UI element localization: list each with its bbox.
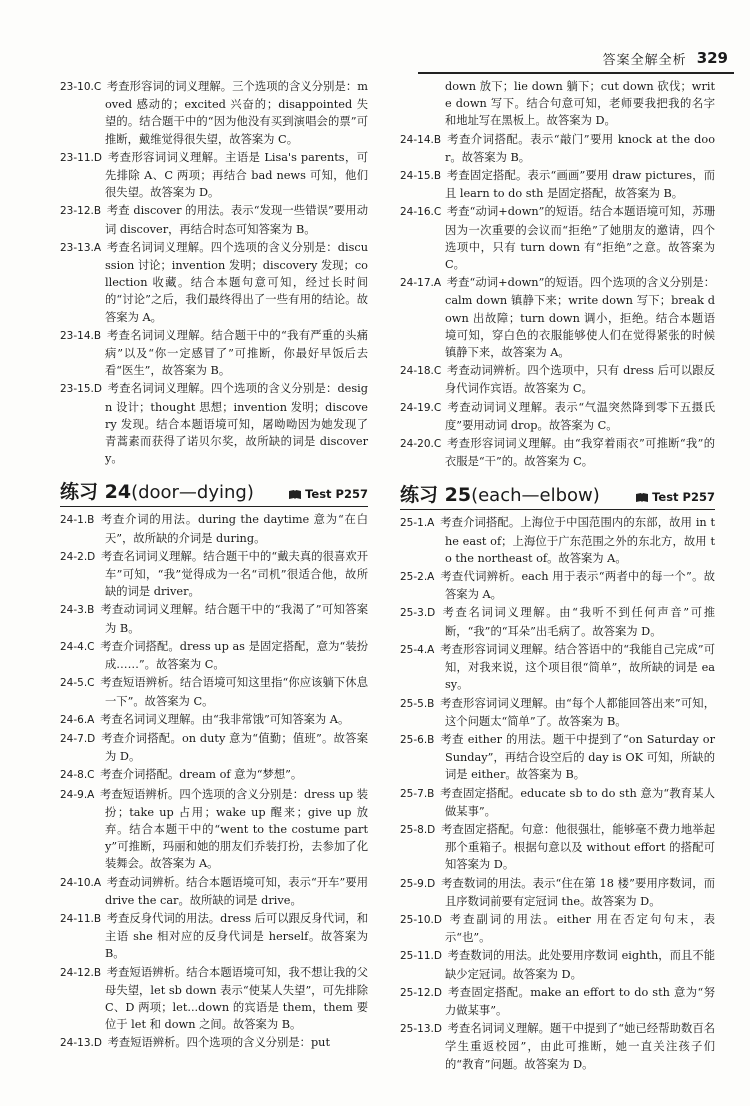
question-number: 25-1.A: [400, 517, 435, 530]
explanation-text: 考查数词的用法。表示“住在第 18 楼”要用序数词，而且序数词前要有定冠词 the。故答案为 D。: [440, 876, 715, 908]
answer-entry: [60, 910, 368, 963]
explanation-text: 考查形容词的词义理解。三个选项的含义分别是：moved 感动的；excited 兴奋的；disappointed 失望的。结合题干中的“因为他没有买到演唱会的票”可推断，戴维觉得很失望，故答案为 C。: [105, 80, 368, 146]
test-reference: [636, 490, 715, 504]
explanation-text: 考查“动词+down”的短语。结合本题语境可知，苏珊因为一次重要的会议而“拒绝”了她朋友的邀请，四个选项中，只有 turn down 有“拒绝”之意。故答案为 C。: [445, 205, 715, 272]
explanation-text: 考查固定搭配。表示“画画”要用 draw pictures，而且 learn to do sth 是固定搭配，故答案为 B。: [445, 169, 715, 201]
explanation-text: 考查介词搭配。dream of 意为“梦想”。: [100, 768, 303, 782]
question-number: 23-11.D: [60, 151, 102, 164]
explanation-text: 考查副词的用法。either 用在否定句句末，表示“也”。: [445, 912, 715, 945]
answer-entry: [400, 514, 715, 567]
explanation-text: 考查反身代词的用法。dress 后可以跟反身代词，和主语 she 相对应的反身代词是 herself。故答案为 B。: [105, 911, 368, 961]
explanation-text: 考查 either 的用法。题干中提到了“on Saturday or Sunday”，再结合设空后的 day is OK 可知，所缺的词是 either。故答案为 B。: [440, 732, 715, 782]
answer-entry: [60, 730, 368, 765]
question-number: 24-8.C: [60, 769, 95, 782]
answer-entry: [400, 641, 715, 694]
answer-entry: [400, 947, 715, 982]
question-number: 24-5.C: [60, 677, 95, 690]
question-number: 24-1.B: [60, 514, 95, 527]
question-number: 23-15.D: [60, 383, 102, 396]
answer-entry: [400, 911, 715, 946]
section-title: [400, 480, 600, 507]
section-title: [60, 477, 254, 504]
answer-entry: [400, 131, 715, 166]
question-number: 25-7.B: [400, 787, 435, 800]
explanation-text: 考查名词词义理解。结合题干中的“戴夫真的很喜欢开车”可知，“我”觉得成为一名“司机”很适合他，故所缺的词是 driver。: [100, 549, 368, 599]
question-number: 24-17.A: [400, 277, 442, 290]
question-number: 24-9.A: [60, 788, 95, 801]
question-number: 24-14.B: [400, 133, 442, 146]
question-number: 24-20.C: [400, 438, 442, 451]
question-number: 25-2.A: [400, 571, 435, 584]
question-number: 25-13.D: [400, 1023, 442, 1036]
section-range: (door—dying): [131, 482, 254, 504]
question-number: 24-7.D: [60, 732, 96, 745]
question-number: 25-9.D: [400, 877, 436, 890]
question-number: 24-4.C: [60, 640, 95, 653]
explanation-text: 考查形容词词义理解。结合答语中的“我能自己完成”可知，对我来说，这个项目很“简单”，故所缺的词是 easy。: [440, 642, 715, 692]
answer-entry: [60, 786, 368, 873]
right-section-entries: [400, 514, 715, 1072]
question-number: 25-12.D: [400, 986, 442, 999]
explanation-text: 考查动词辨析。四个选项中，只有 dress 后可以跟反身代词作宾语。故答案为 C。: [445, 364, 715, 396]
question-number: 25-10.D: [400, 913, 442, 926]
answer-entry: [400, 875, 715, 910]
answer-entry: [60, 711, 368, 729]
answer-entry: [400, 399, 715, 434]
answer-entry: [400, 274, 715, 361]
answer-entry: [60, 964, 368, 1034]
header-label: 答案全解全析: [602, 52, 687, 68]
answer-entry: [60, 239, 368, 326]
section-header-25: [400, 480, 715, 510]
explanation-text: 考查动词词义理解。表示“气温突然降到零下五摄氏度”要用动词 drop。故答案为 C。: [445, 400, 715, 432]
question-number: 24-19.C: [400, 401, 442, 414]
test-page: Test P257: [305, 487, 368, 502]
section-title-text: 练习 24: [60, 481, 132, 504]
question-number: 23-13.A: [60, 241, 102, 254]
explanation-text: 考查介词搭配。上海位于中国范围内的东部，故用 in the east of；上海位于广东范围之外的东北方，故用 to the northeast of。故答案为 A。: [440, 516, 715, 565]
question-number: 23-14.B: [60, 329, 102, 342]
explanation-text: 考查名词词义理解。由“我非常饿”可知答案为 A。: [100, 712, 350, 726]
explanation-text: 考查形容词词义理解。主语是 Lisa's parents，可先排除 A、C 两项；再结合 bad news 可知，他们很失望。故答案为 D。: [105, 150, 368, 200]
explanation-text: 考查名词词义理解。题干中提到了“她已经帮助数百名学生重返校园”，由此可推断，她一直关注孩子们的“教育”问题。故答案为 D。: [445, 1022, 715, 1071]
answer-entry: [60, 674, 368, 709]
answer-entry: [60, 78, 368, 148]
explanation-text: 考查固定搭配。句意：他很强壮，能够毫不费力地举起那个重箱子。根据句意以及 without effort 的搭配可知答案为 D。: [440, 822, 715, 872]
answer-entry: [400, 435, 715, 470]
explanation-text: 考查形容词词义理解。由“每个人都能回答出来”可知，这个问题太“简单”了。故答案为 B。: [440, 696, 715, 728]
explanation-text: 考查 discover 的用法。表示“发现一些错误”要用动词 discover，再结合时态可知答案为 B。: [105, 204, 368, 236]
answer-entry: [60, 327, 368, 380]
question-number: 24-11.B: [60, 912, 102, 925]
answer-entry: [60, 638, 368, 673]
answer-entry: [400, 362, 715, 397]
explanation-text: down 放下；lie down 躺下；cut down 砍伐；write down 写下。结合句意可知，老师要我把我的名字和地址写在黑板上。故答案为 D。: [445, 80, 715, 128]
page-header: [603, 45, 728, 71]
right-top-entries: [400, 78, 715, 470]
question-number: 24-6.A: [60, 713, 95, 726]
explanation-text: 考查动词词义理解。结合题干中的“我渴了”可知答案为 B。: [100, 603, 368, 635]
question-number: 25-11.D: [400, 950, 442, 963]
answer-entry: [60, 601, 368, 636]
explanation-text: 考查短语辨析。四个选项的含义分别是：put: [107, 1036, 330, 1050]
explanation-text: 考查短语辨析。四个选项的含义分别是：dress up 装扮；take up 占用；wake up 醒来；give up 放弃。结合本题干中的“went to the costume party”可推断，玛丽和她的朋友们乔装打扮，去参加了化装舞会。故答案为 A。: [100, 787, 368, 871]
answer-entry: [400, 785, 715, 820]
question-number: 24-10.A: [60, 876, 102, 889]
explanation-text: 考查名词词义理解。四个选项的含义分别是：discussion 讨论；invention 发明；discovery 发现；collection 收藏。结合本题句意可知，经过长时间的“讨论”之后，我们最终得出了一些有用的结论。故答案为 A。: [105, 240, 368, 324]
question-number: 24-15.B: [400, 170, 442, 183]
question-number: 24-12.B: [60, 966, 102, 979]
question-number: 24-2.D: [60, 550, 96, 563]
question-number: 25-6.B: [400, 733, 435, 746]
question-number: 25-8.D: [400, 823, 436, 836]
answer-entry: [60, 380, 368, 467]
explanation-text: 考查名词词义理解。由“我听不到任何声音”可推断，“我”的“耳朵”出毛病了。故答案为 D。: [440, 606, 715, 638]
left-top-entries: [60, 78, 368, 467]
question-number: 24-13.D: [60, 1037, 102, 1050]
header-rule: [418, 72, 734, 74]
explanation-text: 考查动词辨析。结合本题语境可知，表示“开车”要用 drive the car。故所缺的词是 drive。: [105, 875, 368, 907]
section-title-text: 练习 25: [400, 484, 472, 507]
book-icon: [636, 493, 648, 502]
explanation-text: 考查“动词+down”的短语。四个选项的含义分别是：calm down 镇静下来；write down 写下；break down 出故障；turn down 调小，拒绝。结合本题语境可知，穿白色的衣服能够使人们在觉得紧张的时候镇静下来，故答案为 A。: [445, 276, 715, 360]
answer-entry: [400, 821, 715, 874]
explanation-text: 考查介词的用法。during the daytime 意为“在白天”，故所缺的介词是 during。: [100, 513, 368, 545]
question-number: 23-10.C: [60, 81, 102, 93]
answer-entry: [400, 167, 715, 202]
answer-entry: [400, 78, 715, 130]
test-page: Test P257: [652, 490, 715, 505]
explanation-text: 考查代词辨析。each 用于表示“两者中的每一个”。故答案为 A。: [440, 570, 715, 602]
question-number: 24-16.C: [400, 206, 442, 219]
answer-entry: [60, 202, 368, 237]
question-number: 23-12.B: [60, 205, 102, 218]
book-icon: [289, 490, 301, 499]
section-range: (each—elbow): [471, 485, 600, 507]
answer-entry: [60, 149, 368, 202]
answer-entry: [60, 874, 368, 909]
page-number: 329: [696, 49, 728, 67]
answer-entry: [400, 731, 715, 784]
answer-entry: [400, 604, 715, 639]
explanation-text: 考查数词的用法。此处要用序数词 eighth，而且不能缺少定冠词。故答案为 D。: [445, 949, 715, 981]
explanation-text: 考查介词搭配。表示“敲门”要用 knock at the door。故答案为 B。: [445, 132, 715, 164]
explanation-text: 考查固定搭配。educate sb to do sth 意为“教育某人做某事”。: [440, 786, 715, 818]
section-header-24: [60, 477, 368, 507]
explanation-text: 考查短语辨析。结合语境可知这里指“你应该躺下休息一下”。故答案为 C。: [100, 676, 368, 708]
question-number: 25-5.B: [400, 697, 435, 710]
explanation-text: 考查名词词义理解。四个选项的含义分别是：design 设计；thought 思想；invention 发明；discovery 发现。结合本题语境可知，屠呦呦因为她发现了青蒿素而获得了诺贝尔奖，故所缺的词是 discovery。: [105, 382, 368, 466]
right-column: [400, 78, 715, 1074]
answer-entry: [60, 548, 368, 601]
question-number: 25-3.D: [400, 607, 436, 620]
explanation-text: 考查形容词词义理解。由“我穿着雨衣”可推断“我”的衣服是“干”的。故答案为 C。: [445, 437, 715, 469]
left-column: [60, 78, 368, 1054]
question-number: 25-4.A: [400, 643, 435, 656]
question-number: 24-3.B: [60, 604, 95, 617]
answer-entry: [400, 1020, 715, 1073]
left-section-entries: [60, 511, 368, 1052]
answer-entry: [60, 1034, 368, 1052]
explanation-text: 考查短语辨析。结合本题语境可知，我不想让我的父母失望，let sb down 表示“使某人失望”，可先排除 C、D 两项；let...down 的宾语是 them，them 要位于 let 和 down 之间。故答案为 B。: [105, 965, 368, 1032]
explanation-text: 考查介词搭配。dress up as 是固定搭配，意为“装扮成……”。故答案为 C。: [100, 639, 368, 672]
test-reference: [289, 487, 368, 501]
answer-entry: [400, 984, 715, 1019]
answer-entry: [400, 695, 715, 730]
answer-entry: [60, 766, 368, 784]
answer-entry: [400, 568, 715, 603]
answer-entry: [400, 203, 715, 273]
explanation-text: 考查介词搭配。on duty 意为“值勤；值班”。故答案为 D。: [100, 731, 368, 764]
question-number: 24-18.C: [400, 365, 442, 378]
explanation-text: 考查固定搭配。make an effort to do sth 意为“努力做某事”。: [445, 985, 715, 1017]
explanation-text: 考查名词词义理解。结合题干中的“我有严重的头痛病”以及“你一定感冒了”可推断，你最好早饭后去看“医生”，故答案为 B。: [105, 328, 368, 378]
answer-entry: [60, 511, 368, 546]
